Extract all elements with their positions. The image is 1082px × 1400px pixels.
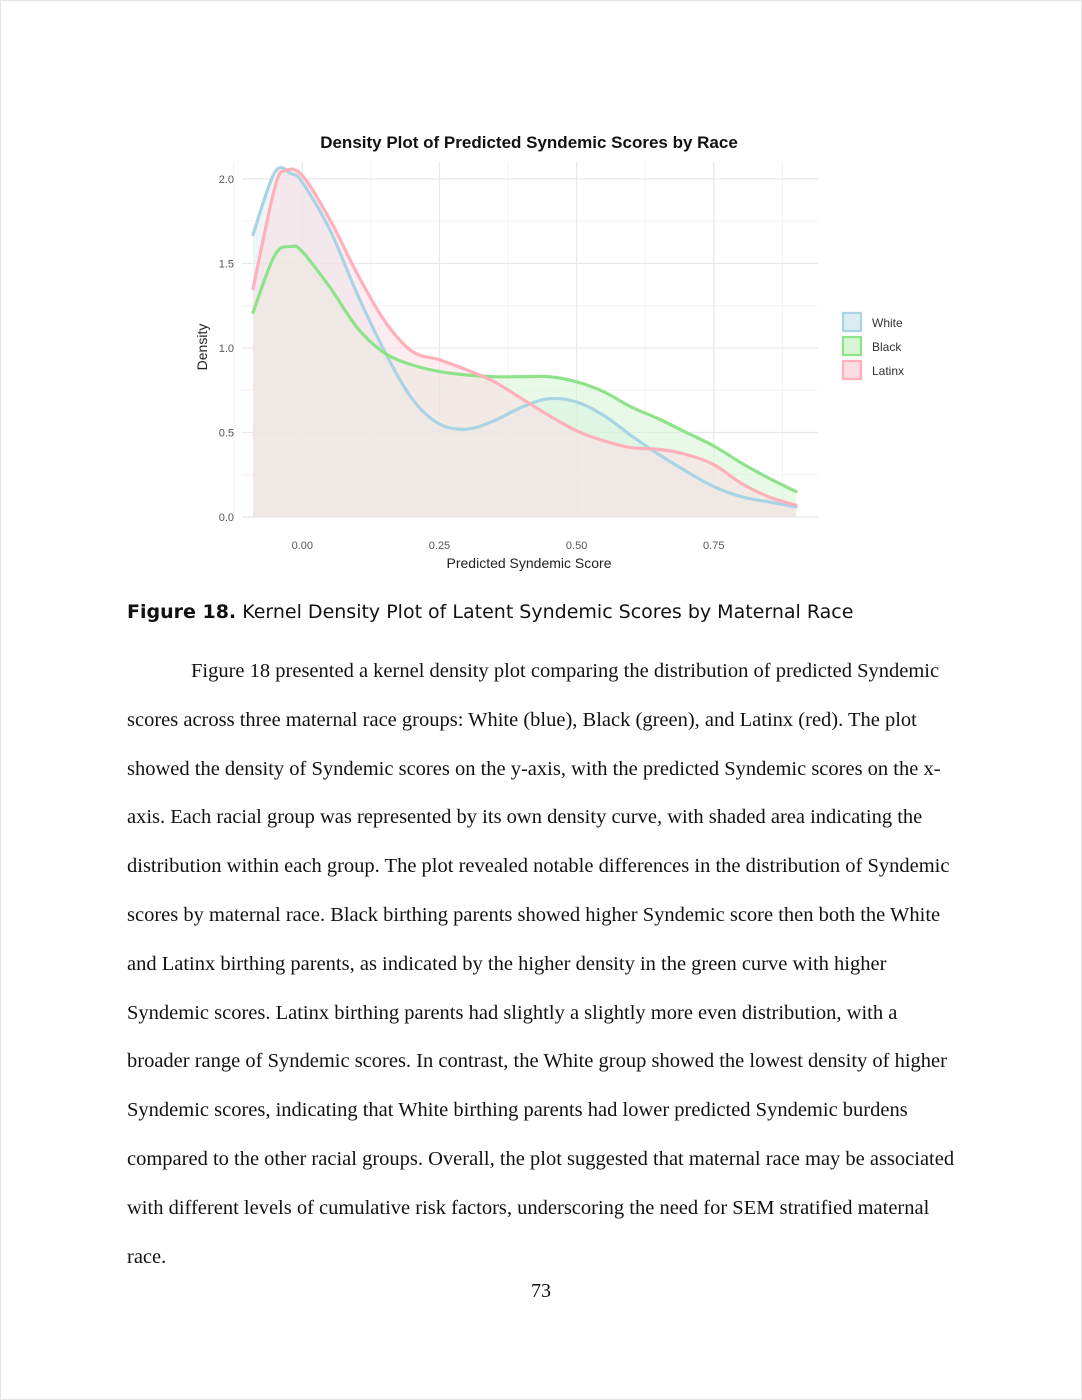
legend-swatch-latinx <box>843 361 861 379</box>
y-axis-label: Density <box>194 323 210 371</box>
figure-caption <box>127 601 853 623</box>
density-chart <box>190 120 930 580</box>
y-tick-label: 0.5 <box>218 427 234 440</box>
x-tick-label: 0.25 <box>428 540 451 552</box>
y-tick-label: 1.5 <box>218 258 234 271</box>
y-tick-label: 2.0 <box>218 173 234 186</box>
x-axis-label: Predicted Syndemic Score <box>446 555 612 571</box>
legend-label-latinx: Latinx <box>872 364 905 378</box>
legend-label-black: Black <box>872 340 902 354</box>
body-paragraph: Figure 18 presented a kernel density plot comparing the distribution of predicted Syndemic scores across three maternal race groups: White (blue), Black (green), and Latinx (red). The plot showed the density of Syndemic scores on the y-axis, with the predicted Syndemic scores on the x-axis. Each racial group was represented by its own density curve, with shaded area indicating the distribution within each group. The plot revealed notable differences in the distribution of Syndemic scores by maternal race. Black birthing parents showed higher Syndemic score then both the White and Latinx birthing parents, as indicated by the higher density in the green curve with higher Syndemic scores. Latinx birthing parents had slightly a slightly more even distribution, with a broader range of Syndemic scores. In contrast, the White group showed the lowest density of higher Syndemic scores, indicating that White birthing parents had lower predicted Syndemic burdens compared to the other racial groups. Overall, the plot suggested that maternal race may be associated with different levels of cumulative risk factors, underscoring the need for SEM stratified maternal race. <box>127 660 955 1268</box>
y-tick-label: 0.0 <box>218 512 234 524</box>
y-tick-label: 1.0 <box>218 342 234 355</box>
chart-title: Density Plot of Predicted Syndemic Scores by Race <box>320 133 738 152</box>
x-tick-label: 0.75 <box>703 540 725 552</box>
legend-swatch-black <box>843 337 861 355</box>
figure-label: Figure 18. <box>127 601 237 623</box>
legend-swatch-white <box>843 313 861 331</box>
x-tick-label: 0.00 <box>291 540 314 552</box>
legend <box>843 313 904 379</box>
legend-label-white: White <box>872 316 903 330</box>
x-tick-label: 0.50 <box>565 540 588 552</box>
figure-caption-text: Kernel Density Plot of Latent Syndemic Scores by Maternal Race <box>242 601 854 623</box>
page-number: 73 <box>531 1280 551 1302</box>
